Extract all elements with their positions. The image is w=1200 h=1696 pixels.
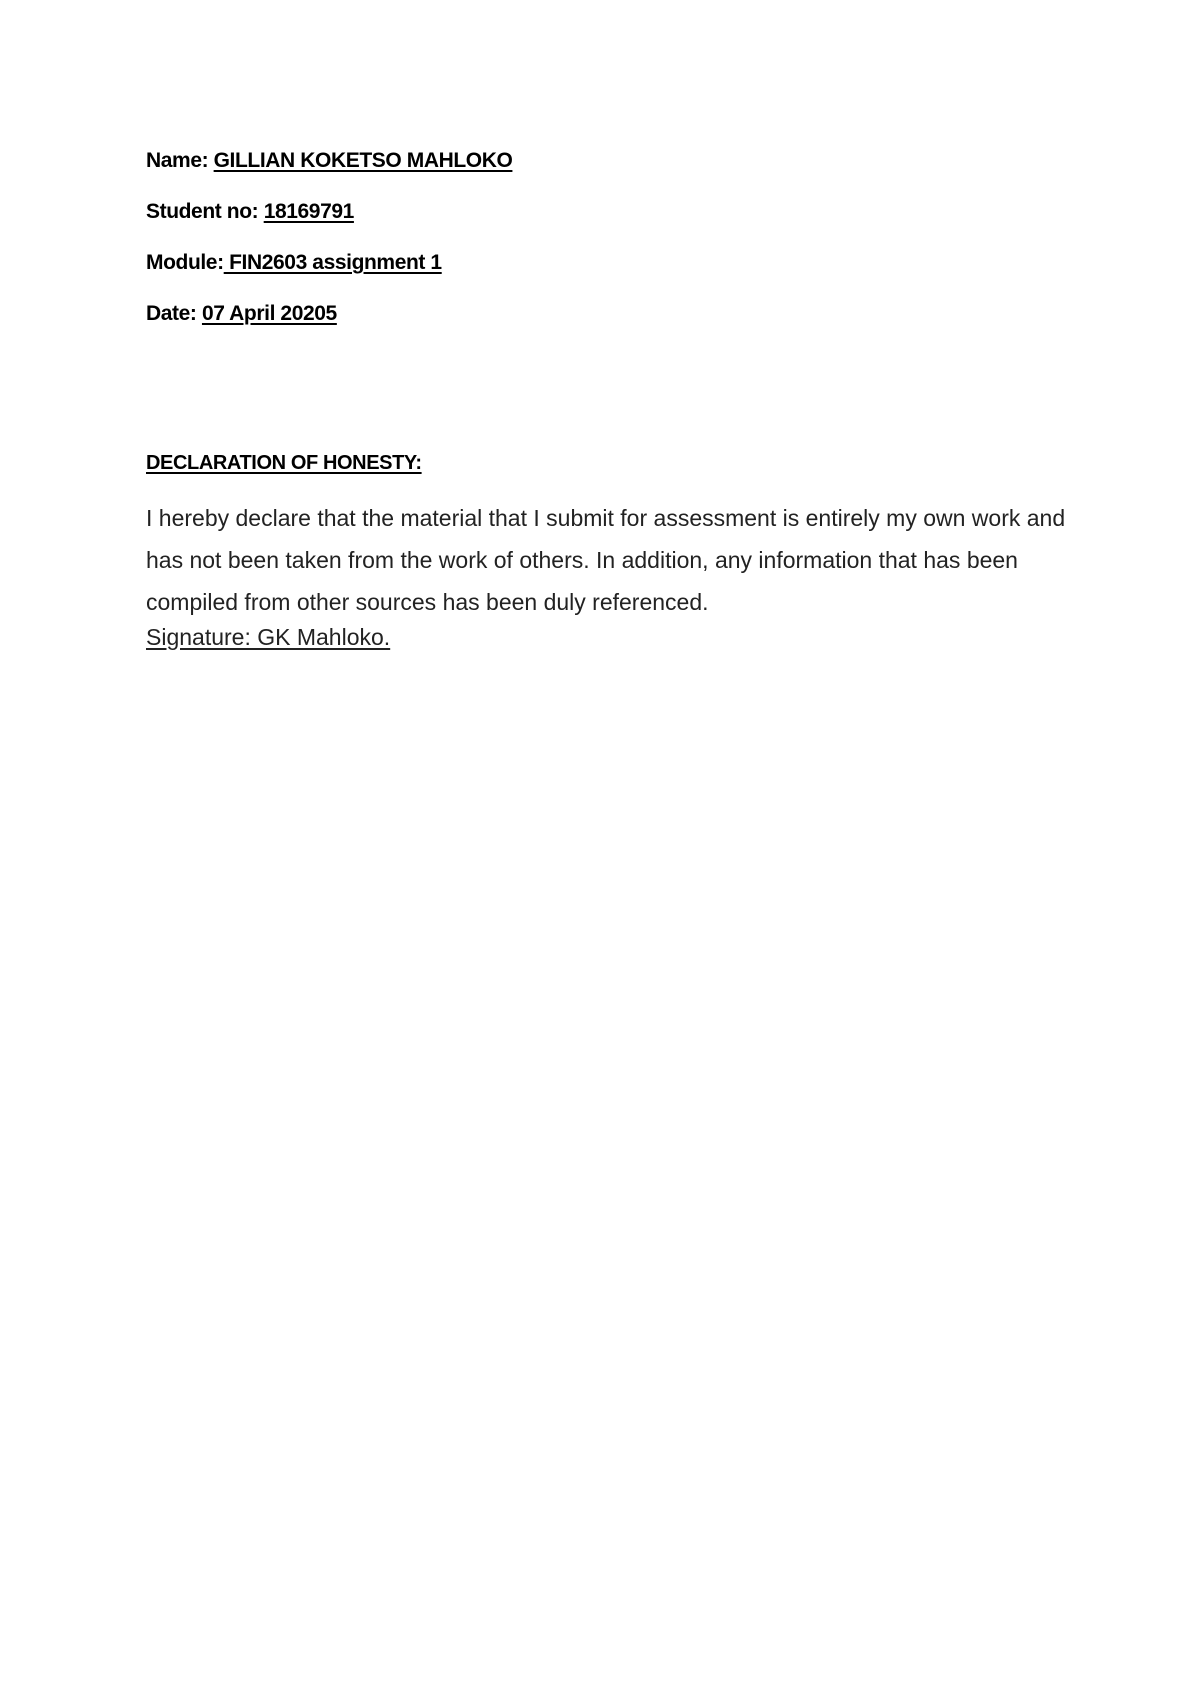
name-label: Name: [146, 149, 214, 172]
signature-line [146, 624, 390, 651]
signature-text: Signature: GK Mahloko. [146, 624, 391, 650]
student-number-value: 18169791 [263, 200, 354, 223]
declaration-title: DECLARATION OF HONESTY: [146, 452, 422, 474]
student-number-line [146, 197, 512, 248]
student-number-label: Student no: [146, 200, 264, 223]
name-value: GILLIAN KOKETSO MAHLOKO [213, 149, 513, 172]
module-value: FIN2603 assignment 1 [223, 251, 442, 274]
date-label: Date: [146, 302, 202, 325]
date-value: 07 April 20205 [201, 302, 337, 325]
student-details [146, 146, 512, 350]
module-label: Module: [146, 251, 224, 274]
date-line [146, 299, 512, 350]
module-line [146, 248, 512, 299]
declaration-body: I hereby declare that the material that I submit for assessment is entirely my own work and has not been taken from the work of others. In addition, any information that has been compiled from other sources has been duly referenced. [146, 505, 1066, 615]
name-line [146, 146, 512, 197]
